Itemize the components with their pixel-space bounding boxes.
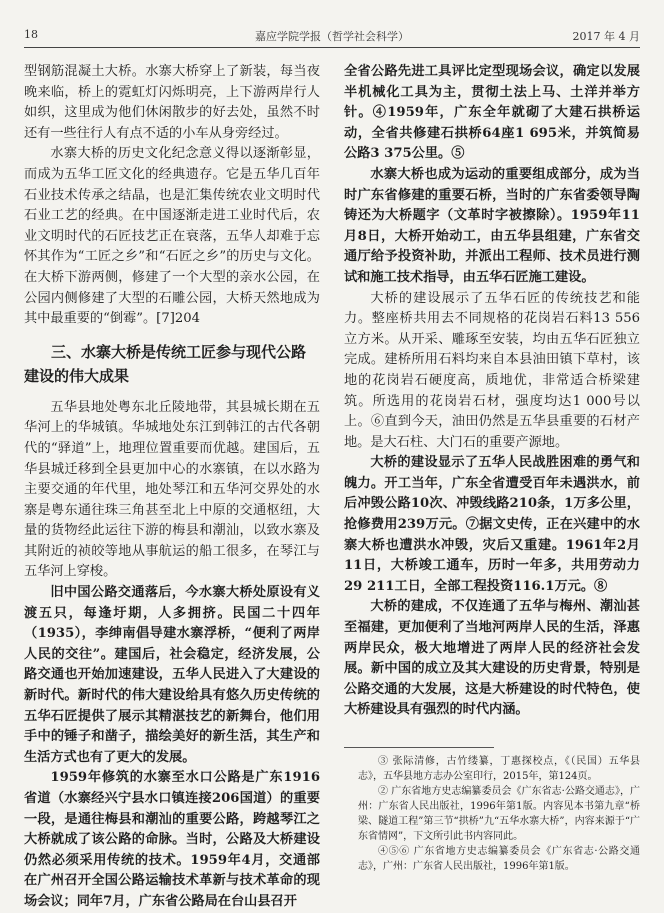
paragraph: 水寨大桥的历史文化纪念意义得以逐渐彰显，而成为五华工匠文化的经典遗存。它是五华几百年石业技术传承之结晶，也是汇集传统农业文明时代石业工艺的经典。在中国逐渐走进工业时代后，农业文明时代的石匠技艺正在衰落，五华人却难于忘怀其作为“工匠之乡”和“石匠之乡”的历史与文化。在大桥下游两侧，修建了一个大型的亲水公园，在公园内侧修建了大型的石雕公园，大桥天然地成为其中最重要的“倒霉”。[7]204 bbox=[24, 146, 320, 327]
paragraph: 五华县地处粤东北丘陵地带，其县城长期在五华河上的华城镇。华城地处东江到韩江的古代各朝代的“驿道”上，地理位置重要而优越。建国后，五华县城迁移到全县更加中心的水寨镇，在以水路为主要交通的年代里，地处琴江和五华河交界处的水寨是粤东通往珠三角甚至北上中原的交通枢纽，大量的货物经此运往下游的梅县和潮汕，以致水寨及其附近的祯皎等地从事航运的船工很多，在琴江与五华河上穿梭。 bbox=[24, 399, 320, 580]
paragraph: 大桥的建设显示了五华人民战胜困难的勇气和魄力。开工当年，广东全省遭受百年未遇洪水，前后冲毁公路10次、冲毁线路210条，1万多公里，抢修费用239万元。⑦据文史传，正在兴建中的水寨大桥也遭洪水冲毁，灾后又重建。1961年2月11日，大桥竣工通车，历时一年多，共用劳动力29 211工日，全部工程投资116.1万元。⑧ bbox=[344, 455, 640, 594]
paragraph: 水寨大桥也成为运动的重要组成部分，成为当时广东省修建的重要石桥，当时的广东省委领导陶铸还为大桥题字（文革时字被擦除）。1959年11月8日，大桥开始动工，由五华县组建，广东省交通厅给予投资补助，并派出工程师、技术员进行测试和施工技术指导，由五华石匠施工建设。 bbox=[344, 166, 640, 285]
footnote-rule bbox=[344, 747, 494, 748]
header-rule bbox=[24, 47, 640, 48]
paragraph: 大桥的建设展示了五华石匠的传统技艺和能力。整座桥共用去不同规格的花岗岩石料13 556立方米。从开采、雕琢至安装，均由五华石匠独立完成。建桥所用石料均来自本县油田镇下草村，该地的花岗岩石硬度高，质地优，非常适合桥梁建筑。所选用的花岗岩石材，强度均达1 000号以上。⑥直到今天，油田仍然是五华县重要的石材产地。是大石柱、大门石的重要产源地。 bbox=[344, 290, 640, 450]
section-heading: 三、水寨大桥是传统工匠参与现代公路建设的伟大成果 bbox=[24, 342, 307, 385]
paragraph: 旧中国公路交通落后，今水寨大桥处原设有义渡五只，每逢圩期，人多拥挤。民国二十四年（1935），李绅南倡导建水寨浮桥，“便利了两岸人民的交往”。建国后，社会稳定，经济发展，公路交通也开始加速建设，五华人民进入了大建设的新时代。新时代的伟大建设给具有悠久历史传统的五华石匠提供了展示其精湛技艺的新舞台，他们用手中的锤子和凿子，描绘美好的新生活，其生产和生活方式也有了更大的发展。 bbox=[24, 585, 320, 765]
paragraph: 型钢筋混凝土大桥。水寨大桥穿上了新装，每当夜晚来临，桥上的霓虹灯闪烁明亮，上下游两岸行人如织，这里成为他们休闲散步的好去处，虽然不时还有一些往行人有点不适的小车从身旁经过。 bbox=[24, 64, 320, 141]
paragraph: 全省公路先进工具评比定型现场会议，确定以发展半机械化工具为主，贯彻土法上马、土洋并举方针。④1959年，广东全年就砌了大建石拱桥运动，全省共修建石拱桥64座1 695米，并筑简易公路3 375公里。⑤ bbox=[344, 64, 640, 162]
page-number: 18 bbox=[24, 28, 38, 41]
paragraph: 大桥的建成，不仅连通了五华与梅州、潮汕甚至福建，更加便利了当地河两岸人民的生活，泽惠两岸民众，极大地增进了两岸人民的经济社会发展。新中国的成立及其大建设的历史背景，特别是公路交通的大发展，这是大桥建设的时代特色，使大桥建设具有强烈的时代内涵。 bbox=[344, 599, 640, 718]
footnote: ④⑤⑥ 广东省地方史志编纂委员会《广东省志·公路交通志》，广州：广东省人民出版社，1996年第1版。 bbox=[358, 846, 640, 872]
page-header bbox=[24, 28, 640, 46]
paragraph: 1959年修筑的水寨至水口公路是广东1916省道（水寨经兴宁县水口镇连接206国道）的重要一段，是通往梅县和潮汕的重要公路，跨越琴江之大桥就成了该公路的命脉。当时，公路及大桥建设仍然必须采用传统的技术。1959年4月，交通部在广州召开全国公路运输技术革新与技术革命的现场会议；同年7月，广东省公路局在台山县召开 bbox=[24, 770, 320, 909]
right-column bbox=[344, 62, 640, 874]
left-column bbox=[24, 62, 320, 913]
footnote: ② 广东省地方史志编纂委员会《广东省志·公路交通志》，广州：广东省人民出版社，1996年第1版。内容见本书第九章“桥梁、隧道工程”第三节“拱桥”九“五华水寨大桥”，内容来源于“广东省情网”，下文所引此书内容同此。 bbox=[358, 786, 640, 842]
journal-title: 嘉应学院学报（哲学社会科学） bbox=[255, 30, 409, 43]
footnote: ③ 张际清修，古竹缕纂，丁惠探校点，《（民国）五华县志》，五华县地方志办公室印行，2015年，第124页。 bbox=[358, 756, 640, 782]
issue-date: 2017 年 4 月 bbox=[572, 30, 640, 43]
